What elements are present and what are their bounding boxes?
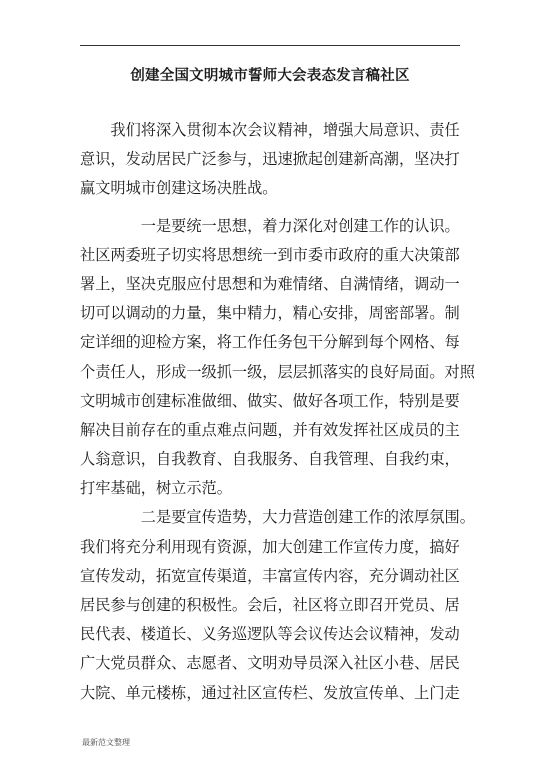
document-title: 创建全国文明城市誓师大会表态发言稿社区 (130, 67, 410, 84)
body-line: 个责任人，形成一级抓一级，层层抓落实的良好局面。对照 (80, 362, 475, 381)
body-line: 定详细的迎检方案，将工作任务包干分解到每个网格、每 (80, 333, 460, 352)
body-line: 切可以调动的力量，集中精力，精心安排，周密部署。制 (80, 304, 460, 323)
body-line: 社区两委班子切实将思想统一到市委市政府的重大决策部 (80, 245, 460, 264)
body-line: 大院、单元楼栋，通过社区宣传栏、发放宣传单、上门走 (80, 683, 460, 702)
body-line: 民代表、楼道长、义务巡逻队等会议传达会议精神，发动 (80, 625, 460, 644)
body-line: 人翁意识，自我教育、自我服务、自我管理、自我约束， (80, 450, 460, 469)
body-line: 宣传发动，拓宽宣传渠道，丰富宣传内容，充分调动社区 (80, 566, 460, 585)
body-line: 广大党员群众、志愿者、文明劝导员深入社区小巷、居民 (80, 654, 460, 673)
body-line: 解决目前存在的重点难点问题，并有效发挥社区成员的主 (80, 420, 460, 439)
body-line: 一是要统一思想，着力深化对创建工作的认识。 (80, 216, 460, 235)
body-line: 我们将深入贯彻本次会议精神，增强大局意识、责任 (80, 121, 460, 139)
document-body (80, 116, 475, 708)
body-line: 署上，坚决克服应付思想和为难情绪、自满情绪，调动一 (80, 274, 460, 293)
header-rule (80, 45, 460, 46)
page-footer: 最新范文整理 (82, 738, 130, 747)
body-line: 居民参与创建的积极性。会后，社区将立即召开党员、居 (80, 596, 460, 614)
body-line: 意识，发动居民广泛参与，迅速掀起创建新高潮，坚决打 (80, 150, 460, 169)
body-line: 赢文明城市创建这场决胜战。 (80, 179, 278, 198)
body-line: 文明城市创建标准做细、做实、做好各项工作，特别是要 (80, 391, 460, 410)
body-line: 打牢基础，树立示范。 (80, 479, 232, 498)
body-line: 我们将充分利用现有资源，加大创建工作宣传力度，搞好 (80, 537, 460, 556)
body-line: 二是要宣传造势，大力营造创建工作的浓厚氛围。 (80, 508, 475, 527)
